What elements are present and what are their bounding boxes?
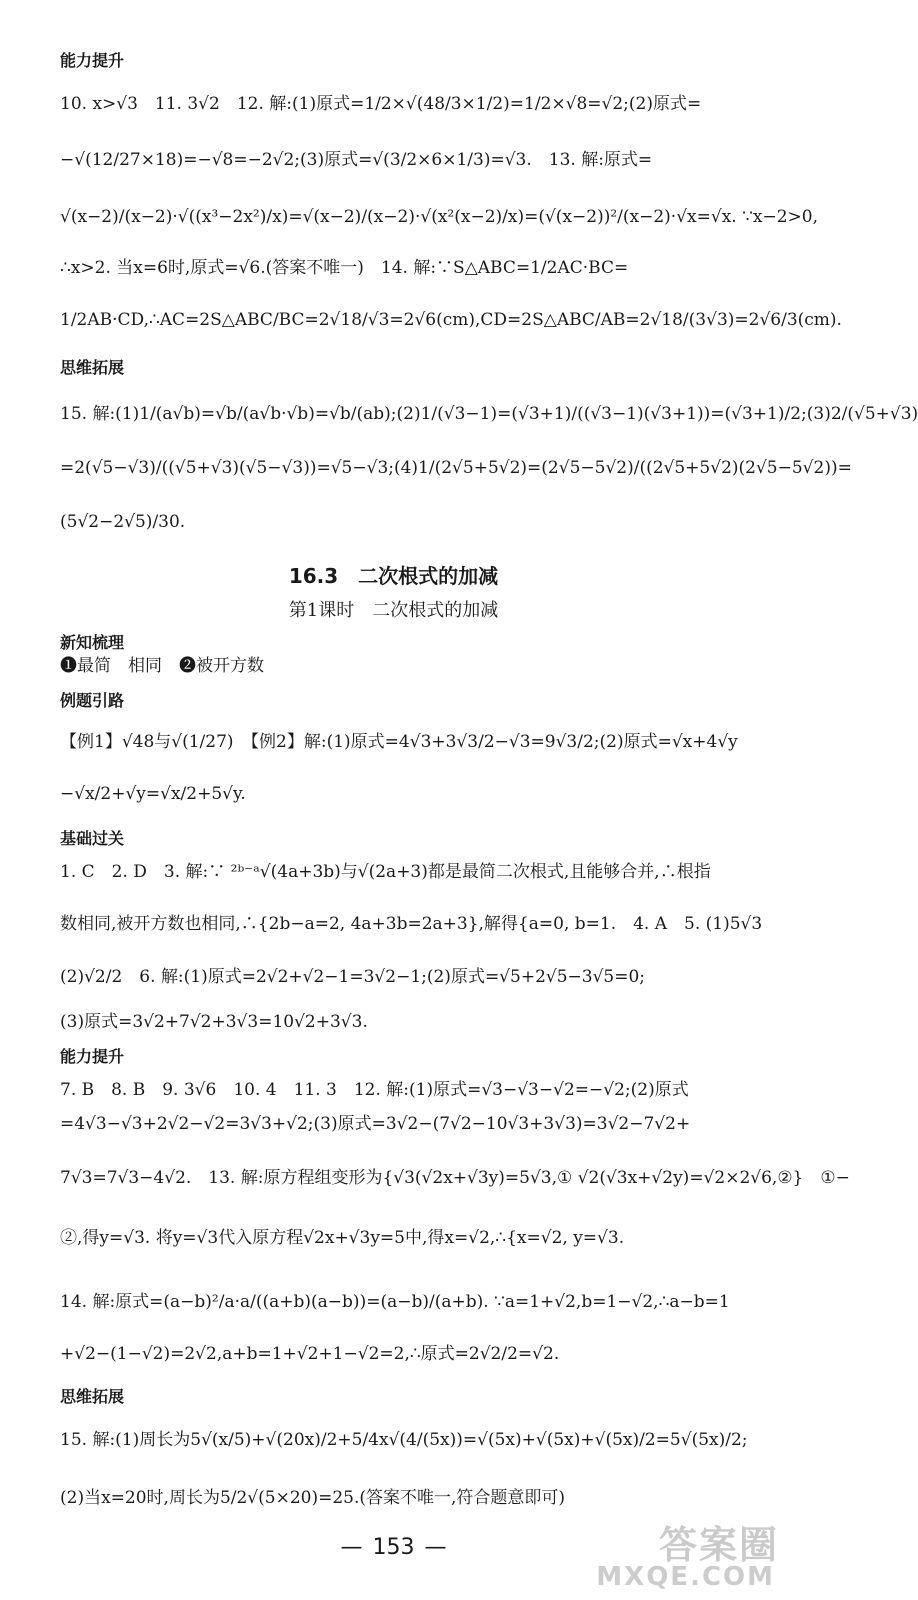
answer-line: =4√3−√3+2√2−√2=3√3+√2;(3)原式=3√2−(7√2−10√3+3√3)=3√2−7√2+	[60, 1114, 691, 1134]
lesson-title: 第1课时 二次根式的加减	[288, 600, 499, 621]
answer-line: ②,得y=√3. 将y=√3代入原方程√2x+√3y=5中,得x=√2,∴{x=√2, y=√3.	[60, 1228, 625, 1248]
answer-line: 7√3=7√3−4√2. 13. 解:原方程组变形为{√3(√2x+√3y)=5√3,① √2(√3x+√2y)=√2×2√6,②} ①−	[60, 1168, 850, 1188]
answer-line: (2)当x=20时,周长为5/2√(5×20)=25.(答案不唯一,符合题意即可)	[60, 1488, 566, 1508]
watermark-glyphs: 答案圈	[658, 1523, 779, 1567]
heading-new-knowledge: 新知梳理	[60, 633, 125, 652]
answer-line: 1. C 2. D 3. 解:∵ ²ᵇ⁻ᵃ√(4a+3b)与√(2a+3)都是最简二次根式,且能够合并,∴根指	[60, 862, 711, 882]
answer-line: ∴x>2. 当x=6时,原式=√6.(答案不唯一) 14. 解:∵S△ABC=1/2AC·BC=	[60, 258, 629, 278]
heading-basic: 基础过关	[60, 829, 125, 848]
answer-line: +√2−(1−√2)=2√2,a+b=1+√2+1−√2=2,∴原式=2√2/2=√2.	[60, 1344, 560, 1364]
heading-ability-1: 能力提升	[60, 51, 125, 70]
answer-line: 15. 解:(1)1/(a√b)=√b/(a√b·√b)=√b/(ab);(2)1/(√3−1)=(√3+1)/((√3−1)(√3+1))=(√3+1)/2;(3)2/(√5+√3)	[60, 404, 918, 424]
answer-line: ❶最简 相同 ❷被开方数	[60, 656, 264, 676]
answer-line: −√(12/27×18)=−√8=−2√2;(3)原式=√(3/2×6×1/3)=√3. 13. 解:原式=	[60, 150, 653, 170]
heading-thinking-2: 思维拓展	[60, 1387, 125, 1406]
answer-line: √(x−2)/(x−2)·√((x³−2x²)/x)=√(x−2)/(x−2)·√(x²(x−2)/x)=(√(x−2))²/(x−2)·√x=√x. ∵x−2>0,	[60, 207, 819, 227]
answer-line: 1/2AB·CD,∴AC=2S△ABC/BC=2√18/√3=2√6(cm),CD=2S△ABC/AB=2√18/(3√3)=2√6/3(cm).	[60, 310, 842, 330]
heading-ability-2: 能力提升	[60, 1047, 125, 1066]
answer-line: 数相同,被开方数也相同,∴{2b−a=2, 4a+3b=2a+3},解得{a=0, b=1. 4. A 5. (1)5√3	[60, 914, 763, 934]
watermark-site: MXQE.COM	[596, 1562, 775, 1592]
heading-thinking-1: 思维拓展	[60, 358, 125, 377]
section-title: 16.3 二次根式的加减	[288, 564, 499, 588]
answer-line: 10. x>√3 11. 3√2 12. 解:(1)原式=1/2×√(48/3×1/2)=1/2×√8=√2;(2)原式=	[60, 94, 702, 114]
answer-line: 14. 解:原式=(a−b)²/a·a/((a+b)(a−b))=(a−b)/(a+b). ∵a=1+√2,b=1−√2,∴a−b=1	[60, 1292, 730, 1312]
answer-line: 7. B 8. B 9. 3√6 10. 4 11. 3 12. 解:(1)原式=√3−√3−√2=−√2;(2)原式	[60, 1080, 689, 1100]
answer-line: (3)原式=3√2+7√2+3√3=10√2+3√3.	[60, 1012, 368, 1032]
answer-line: (5√2−2√5)/30.	[60, 512, 186, 532]
answer-line: 【例1】√48与√(1/27) 【例2】解:(1)原式=4√3+3√3/2−√3=9√3/2;(2)原式=√x+4√y	[60, 732, 738, 752]
page-number: — 153 —	[0, 1535, 787, 1560]
answer-line: 15. 解:(1)周长为5√(x/5)+√(20x)/2+5/4x√(4/(5x))=√(5x)+√(5x)+√(5x)/2=5√(5x)/2;	[60, 1430, 748, 1450]
heading-example-guide: 例题引路	[60, 691, 125, 710]
answer-line: −√x/2+√y=√x/2+5√y.	[60, 784, 246, 804]
watermark-logo	[569, 1514, 779, 1594]
answer-line: =2(√5−√3)/((√5+√3)(√5−√3))=√5−√3;(4)1/(2√5+5√2)=(2√5−5√2)/((2√5+5√2)(2√5−5√2))=	[60, 458, 852, 478]
answer-line: (2)√2/2 6. 解:(1)原式=2√2+√2−1=3√2−1;(2)原式=√5+2√5−3√5=0;	[60, 967, 646, 987]
